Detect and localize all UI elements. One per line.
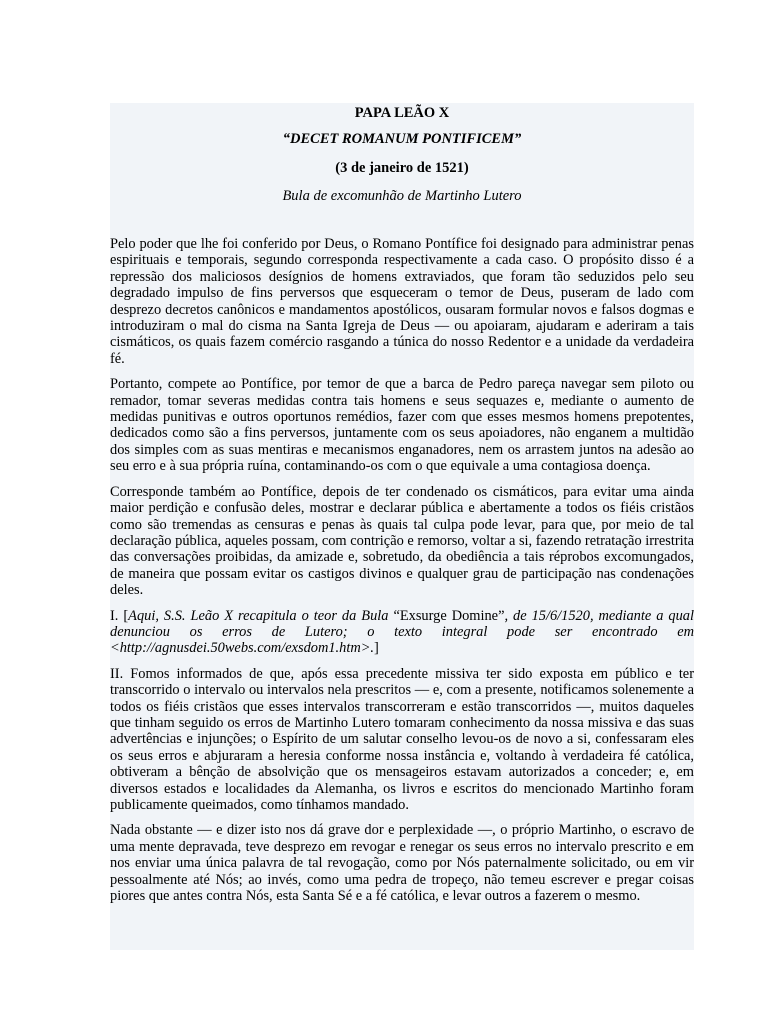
document-page: [110, 103, 694, 950]
document-date: (3 de janeiro de 1521): [335, 160, 469, 176]
paragraph-4-suffix: ]: [374, 640, 379, 657]
paragraph-3: Corresponde também ao Pontífice, depois de ter condenado os cismáticos, para evitar uma ainda maior perdição e confusão deles, mostrar e declarar pública e abertamente a todos os fiéis cristãos como são tremendas as censuras e penas às quais tal culpa pode levar, para que, por meio de tal declaração pública, aqueles possam, com contrição e remorso, voltar a si, fazendo retratação irrestrita das conversações proibidas, da amizade e, sobretudo, da obediência a tais réprobos excomungados, de maneira que possam evitar os castigos divinos e qualquer grau de participação nas condenações deles.: [110, 483, 694, 599]
paragraph-1: Pelo poder que lhe foi conferido por Deus, o Romano Pontífice foi designado para administrar penas espirituais e temporais, segundo corresponda respectivamente a cada caso. O propósito disso é a repressão dos maliciosos desígnios de homens extraviados, que foram tão seduzidos pelo seu degradado impulso de fins perversos que esqueceram o temor de Deus, puseram de lado com desprezo decretos canônicos e mandamentos apostólicos, ousaram formular novos e falsos dogmas e introduziram o mal do cisma na Santa Igreja de Deus — ou apoiaram, ajudaram e aderiram a tais cismáticos, os quais fazem comércio rasgando a túnica do nosso Redentor e a unidade da verdadeira fé.: [110, 236, 694, 367]
document-body: [110, 236, 694, 913]
paragraph-4-prefix: I. [: [110, 607, 129, 624]
paragraph-4: [110, 608, 694, 657]
paragraph-5: II. Fomos informados de que, após essa precedente missiva ter sido exposta em público e ter transcorrido o intervalo ou intervalos nela prescritos — e, com a presente, notificamos solenemente a todos os fiéis cristãos que esses intervalos transcorreram e estão transcorridos —, muitos daqueles que tinham seguido os erros de Martinho Lutero tomaram conhecimento da nossa missiva e das suas advertências e injunções; o Espírito de um salutar conselho levou-os de novo a si, confessaram eles os seus erros e abjuraram a heresia conforme nossa instância e, voltando à verdadeira fé católica, obtiveram a bênção de absolvição que os mensageiros estavam autorizados a conceder; e, em diversos estados e localidades da Alemanha, os livros e escritos do mencionado Martinho foram publicamente queimados, como tínhamos mandado.: [110, 665, 694, 813]
document-description: Bula de excomunhão de Martinho Lutero: [282, 188, 522, 204]
document-subtitle: “DECET ROMANUM PONTIFICEM”: [282, 131, 522, 147]
paragraph-4-bull-name: “Exsurge Domine”: [388, 607, 505, 624]
paragraph-2: Portanto, compete ao Pontífice, por temor de que a barca de Pedro pareça navegar sem piloto ou remador, tomar severas medidas contra tais homens e seus sequazes e, mediante o aumento de medidas punitivas e outros oportunos remédios, fazer com que esses mesmos homens prepotentes, dedicados como são a fins perversos, juntamente com os seus apoiadores, não enganem a multidão dos simples com as suas mentiras e mecanismos enganadores, nem os arrastem juntos na adesão ao seu erro e à sua própria ruína, contaminando-os com o que equivale a uma contagiosa doença.: [110, 376, 694, 475]
document-title: PAPA LEÃO X: [354, 105, 450, 121]
paragraph-6: Nada obstante — e dizer isto nos dá grave dor e perplexidade —, o próprio Martinho, o escravo de uma mente depravada, teve desprezo em revogar e renegar os seus erros no intervalo prescrito e em nos enviar uma única palavra de tal revogação, como por Nós paternalmente solicitado, ou em vir pessoalmente até Nós; ao invés, como uma pedra de tropeço, não temeu escrever e pregar coisas piores que antes contra Nós, esta Santa Sé e a fé católica, e levar outros a fazerem o mesmo.: [110, 822, 694, 905]
paragraph-4-italic-2: , de 15/6/1520, mediante a qual denunciou os erros de Lutero; o texto integral pode ser encontrado em <http://agnusdei.50webs.com/exsdom1.htm>.: [110, 607, 694, 657]
paragraph-4-italic-1: Aqui, S.S. Leão X recapitula o teor da Bula: [128, 607, 389, 624]
